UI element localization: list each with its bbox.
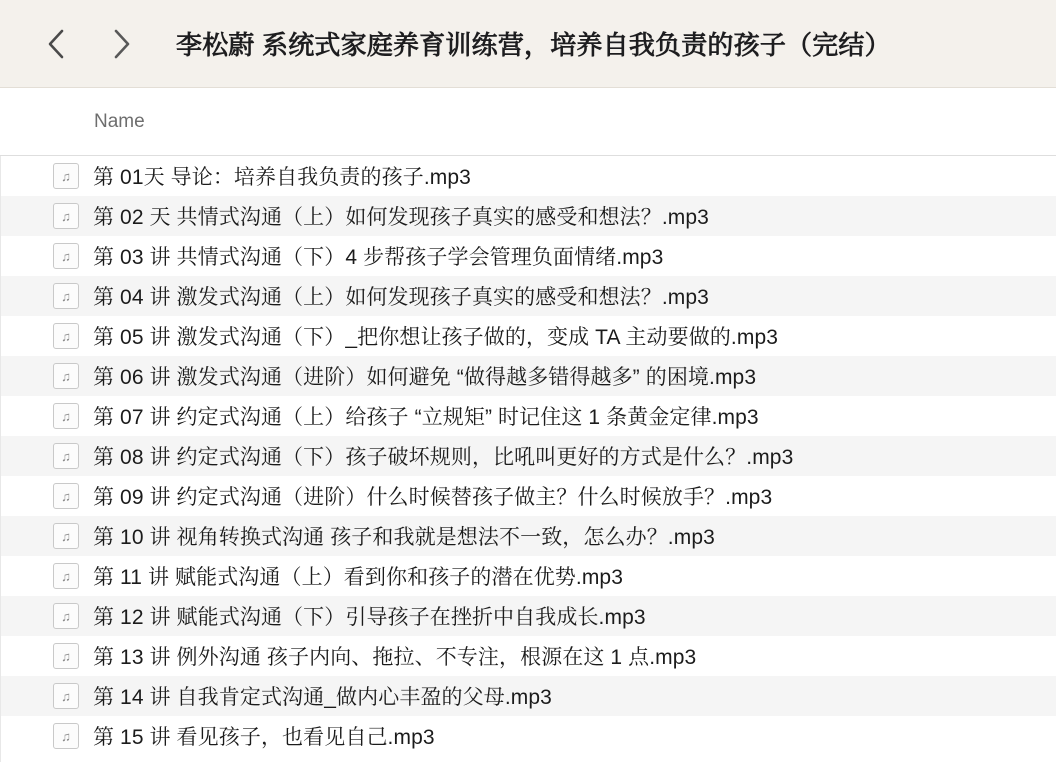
file-name: 第 13 讲 例外沟通 孩子内向、拖拉、不专注，根源在这 1 点.mp3 <box>93 646 697 669</box>
table-row[interactable] <box>1 676 1056 716</box>
table-row[interactable] <box>1 556 1056 596</box>
file-name: 第 11 讲 赋能式沟通（上）看到你和孩子的潜在优势.mp3 <box>93 566 623 589</box>
table-row[interactable] <box>1 156 1056 196</box>
table-row[interactable] <box>1 316 1056 356</box>
music-note-icon: ♫ <box>53 323 79 349</box>
music-note-icon: ♫ <box>53 443 79 469</box>
table-row[interactable] <box>1 636 1056 676</box>
file-name: 第 01天 导论：培养自我负责的孩子.mp3 <box>93 166 471 189</box>
file-name: 第 12 讲 赋能式沟通（下）引导孩子在挫折中自我成长.mp3 <box>93 606 646 629</box>
file-name: 第 14 讲 自我肯定式沟通_做内心丰盈的父母.mp3 <box>93 686 552 709</box>
table-row[interactable] <box>1 476 1056 516</box>
music-note-icon: ♫ <box>53 563 79 589</box>
table-row[interactable] <box>1 396 1056 436</box>
music-note-icon: ♫ <box>53 203 79 229</box>
window-titlebar <box>0 0 1056 88</box>
table-row[interactable] <box>1 436 1056 476</box>
forward-button[interactable] <box>100 22 144 66</box>
music-note-icon: ♫ <box>53 283 79 309</box>
chevron-left-icon <box>45 27 67 61</box>
table-row[interactable] <box>1 196 1056 236</box>
file-name: 第 06 讲 激发式沟通（进阶）如何避免 “做得越多错得越多” 的困境.mp3 <box>93 366 757 389</box>
column-header-name[interactable]: Name <box>94 110 145 132</box>
music-note-icon: ♫ <box>53 483 79 509</box>
file-name: 第 09 讲 约定式沟通（进阶）什么时候替孩子做主？什么时候放手？.mp3 <box>93 486 773 509</box>
table-row[interactable] <box>1 236 1056 276</box>
music-note-icon: ♫ <box>53 723 79 749</box>
table-row[interactable] <box>1 596 1056 636</box>
column-header-row <box>0 88 1056 156</box>
file-name: 第 08 讲 约定式沟通（下）孩子破坏规则，比吼叫更好的方式是什么？.mp3 <box>93 446 794 469</box>
music-note-icon: ♫ <box>53 643 79 669</box>
file-name: 第 07 讲 约定式沟通（上）给孩子 “立规矩” 时记住这 1 条黄金定律.mp3 <box>93 406 759 429</box>
music-note-icon: ♫ <box>53 403 79 429</box>
table-row[interactable] <box>1 716 1056 756</box>
music-note-icon: ♫ <box>53 603 79 629</box>
file-name: 第 05 讲 激发式沟通（下）_把你想让孩子做的，变成 TA 主动要做的.mp3 <box>93 326 779 349</box>
file-name: 第 04 讲 激发式沟通（上）如何发现孩子真实的感受和想法？.mp3 <box>93 286 709 309</box>
file-list <box>0 156 1056 762</box>
page-title: 李松蔚 系统式家庭养育训练营，培养自我负责的孩子（完结） <box>176 30 891 60</box>
table-row[interactable] <box>1 356 1056 396</box>
music-note-icon: ♫ <box>53 243 79 269</box>
file-name: 第 10 讲 视角转换式沟通 孩子和我就是想法不一致，怎么办？.mp3 <box>93 526 715 549</box>
table-row[interactable] <box>1 276 1056 316</box>
table-row[interactable] <box>1 516 1056 556</box>
music-note-icon: ♫ <box>53 523 79 549</box>
back-button[interactable] <box>34 22 78 66</box>
music-note-icon: ♫ <box>53 683 79 709</box>
file-name: 第 03 讲 共情式沟通（下）4 步帮孩子学会管理负面情绪.mp3 <box>93 246 664 269</box>
file-name: 第 02 天 共情式沟通（上）如何发现孩子真实的感受和想法？.mp3 <box>93 206 709 229</box>
music-note-icon: ♫ <box>53 363 79 389</box>
music-note-icon: ♫ <box>53 163 79 189</box>
chevron-right-icon <box>111 27 133 61</box>
file-name: 第 15 讲 看见孩子，也看见自己.mp3 <box>93 726 435 749</box>
